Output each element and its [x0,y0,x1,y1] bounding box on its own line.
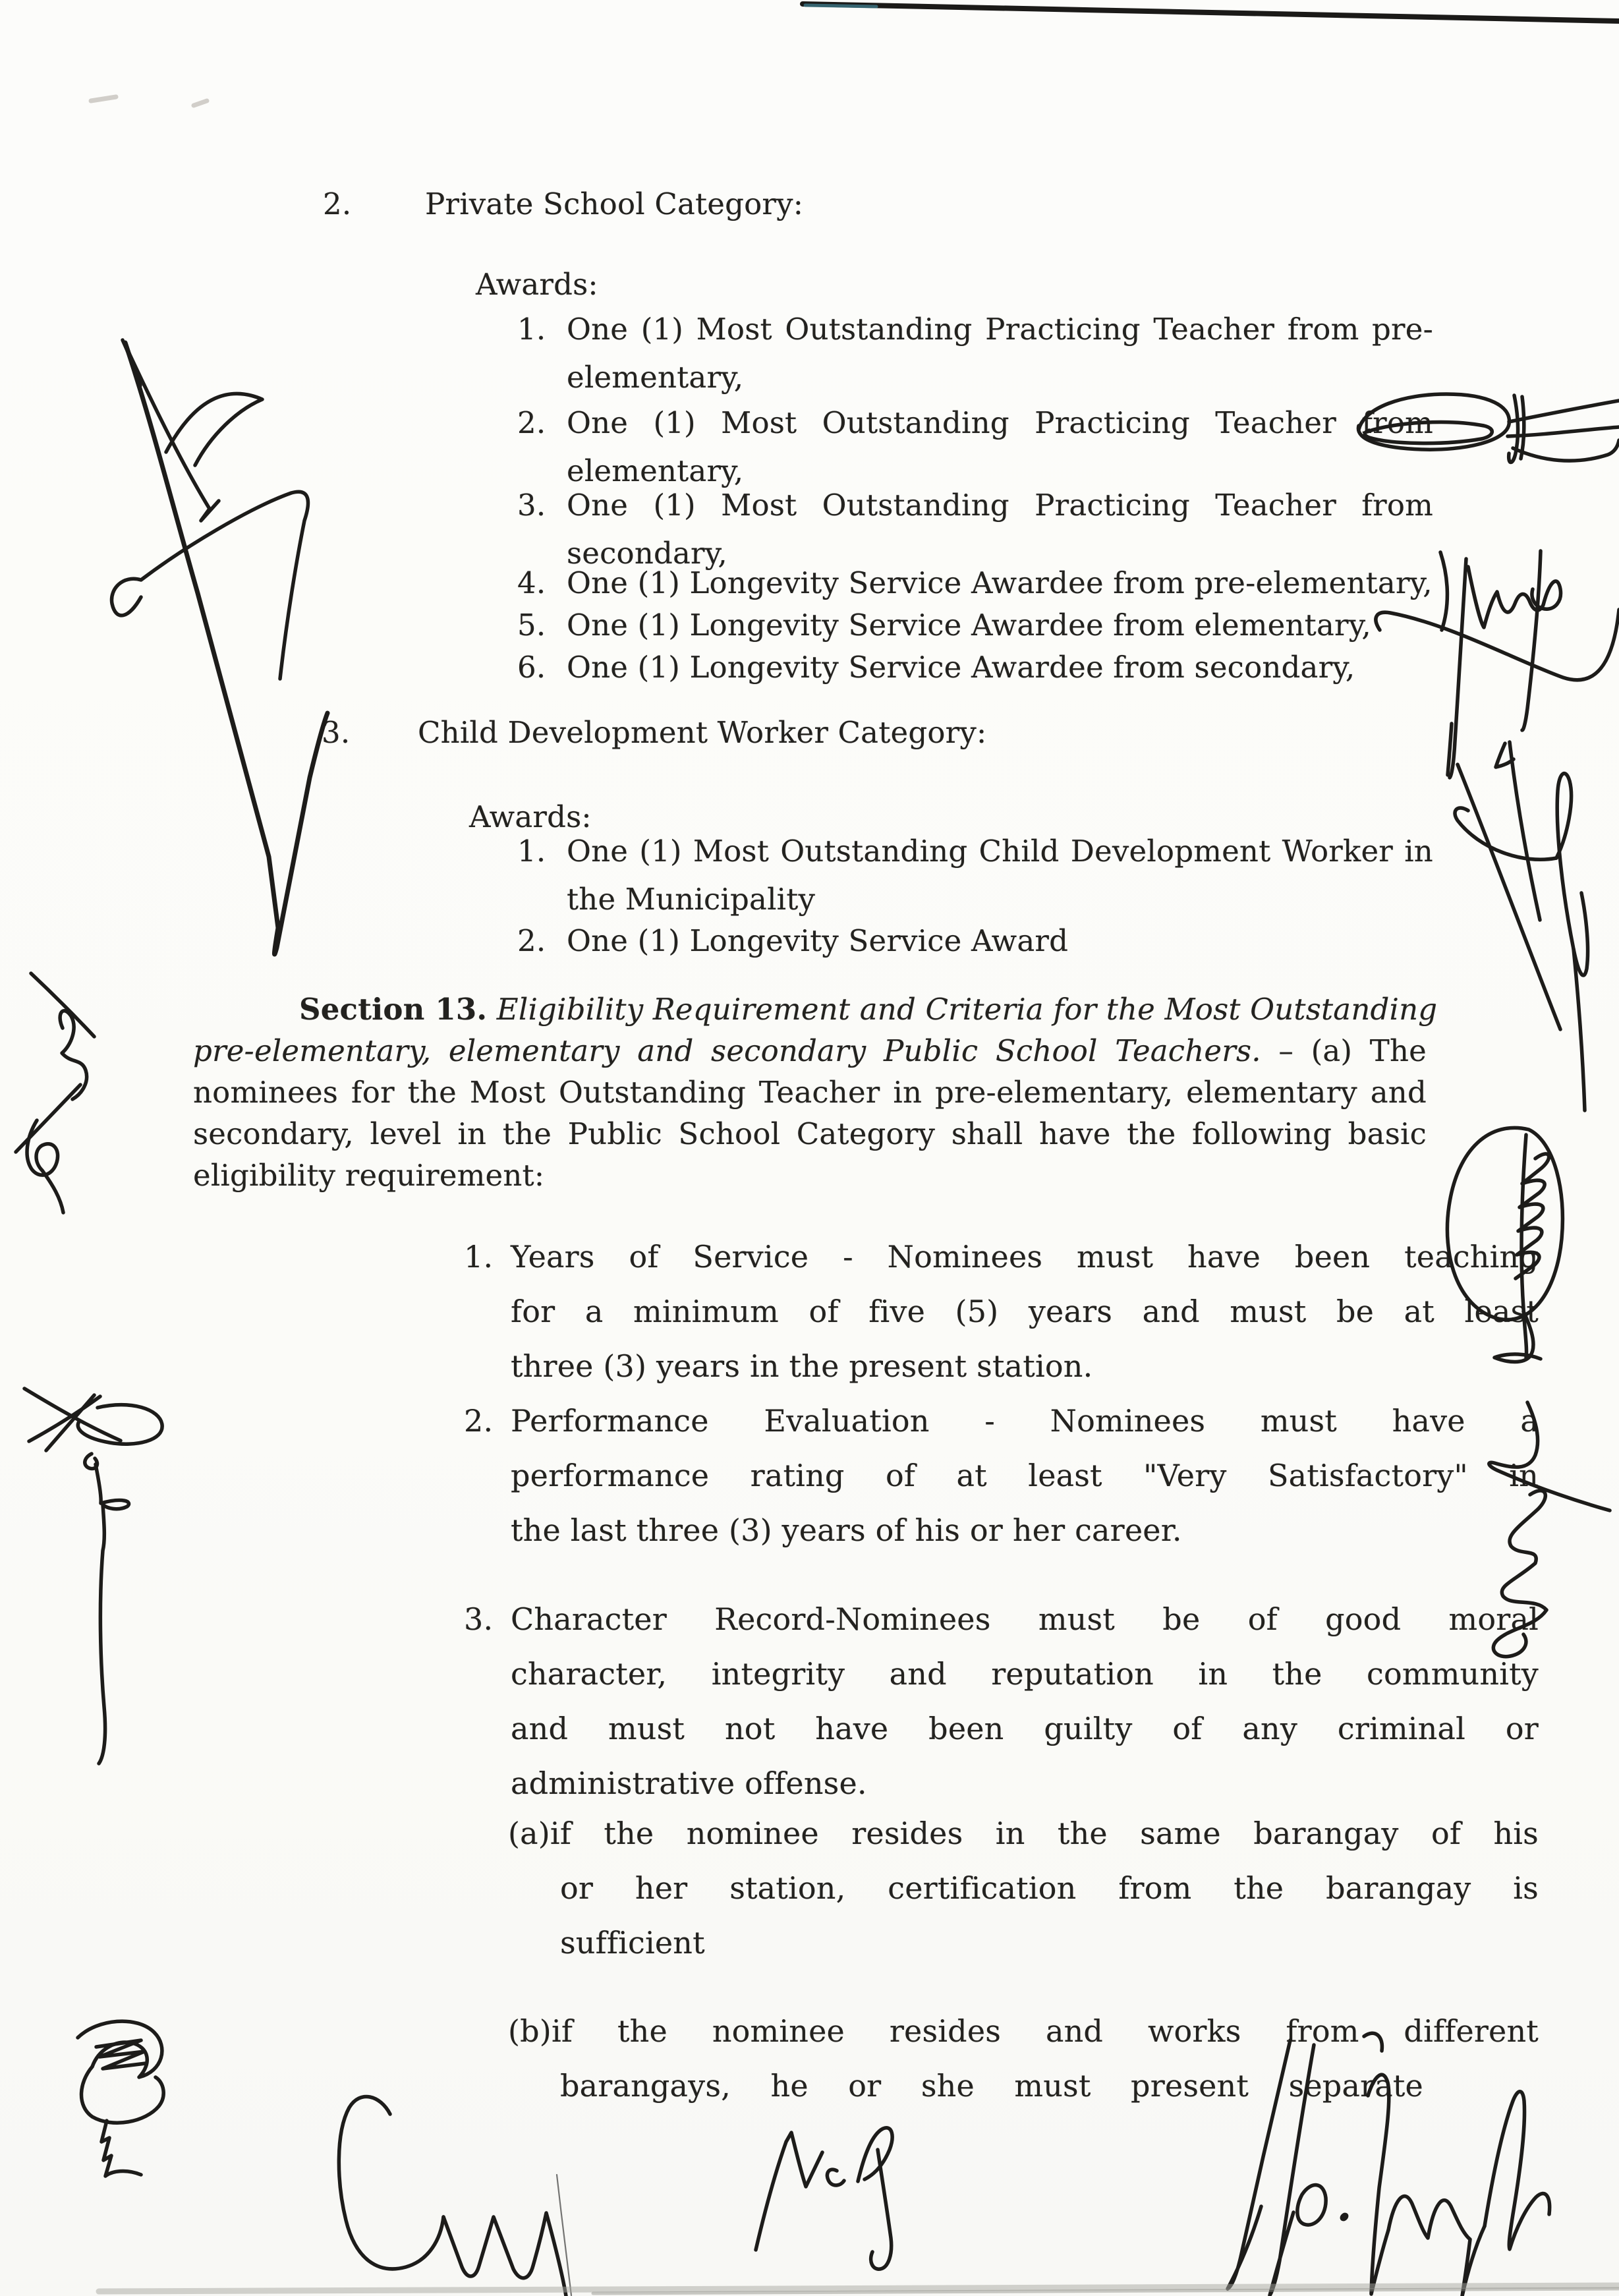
signature-bottom-center [756,2128,892,2269]
list-item-line: One (1) Longevity Service Awardee from pre-elementary, [567,565,1433,600]
list-item-line: and must not have been guilty of any criminal or [511,1711,1539,1746]
signature-right-tall-flourish [1448,724,1588,1110]
list-item-line: One (1) Most Outstanding Practicing Teacher from [567,488,1433,523]
list-item-line: performance rating of at least "Very Satisfactory" in [511,1458,1539,1493]
list-item-line: One (1) Longevity Service Awardee from elementary, [567,608,1371,643]
list-item-line: One (1) Longevity Service Award [567,923,1069,958]
sub-item-line: or her station, certification from the barangay is [560,1870,1539,1906]
scan-smudges-top-left [91,97,207,105]
list-item-line: Performance Evaluation - Nominees must have a [511,1403,1539,1439]
list-number: 4. [517,565,546,600]
list-item-line: One (1) Longevity Service Awardee from secondary, [567,650,1355,685]
list-item-line: One (1) Most Outstanding Child Development Worker in [567,834,1433,869]
list-number: 2. [464,1403,494,1439]
list-number: 3. [464,1601,494,1637]
list-item-line: the last three (3) years of his or her career. [511,1512,1182,1548]
awards-label: Awards: [476,267,598,302]
list-number: 5. [517,608,546,643]
list-number: 2. [517,923,546,958]
section-number: 3. [322,715,351,750]
list-item-line: secondary, [567,536,727,571]
paragraph-line [193,1156,544,1195]
paragraph-line [193,1073,1427,1112]
section-title: Private School Category: [425,187,804,221]
text-segment: secondary, level in the Public School Category shall have the following basic [193,1116,1427,1151]
signature-left-margin-middle [24,1389,162,1764]
list-item-line: character, integrity and reputation in the community [511,1656,1539,1692]
text-segment: nominees for the Most Outstanding Teacher in pre-elementary, elementary and [193,1075,1427,1110]
list-item-line: Character Record-Nominees must be of good moral [511,1601,1539,1637]
list-item-line: Years of Service - Nominees must have been teaching [511,1239,1539,1275]
paragraph-line [193,1031,1427,1071]
list-item-line: elementary, [567,360,744,395]
signature-bottom-left [339,2096,571,2296]
list-item-line: for a minimum of five (5) years and must be at least [511,1294,1539,1329]
scan-edge-line-top [803,4,1619,21]
list-number: 6. [517,650,546,685]
sub-item-line: (b)if the nominee resides and works from different [508,2013,1539,2049]
text-segment: Eligibility Requirement and Criteria for the Most Outstanding [487,992,1438,1027]
section-number: 2. [323,187,352,221]
list-number: 3. [517,488,546,523]
list-number: 2. [517,405,546,440]
text-segment: eligibility requirement: [193,1158,545,1193]
list-number: 1. [464,1239,494,1275]
scan-edge-band-bottom [99,2285,1619,2293]
list-item-line: administrative offense. [511,1765,867,1801]
list-number: 1. [517,834,546,869]
list-item-line: the Municipality [567,882,816,917]
text-segment: Section 13. [299,992,488,1027]
list-item-line: One (1) Most Outstanding Practicing Teacher from pre- [567,312,1433,347]
signature-left-margin-lower [78,2021,163,2176]
text-segment: pre-elementary, elementary and secondary Public School Teachers. [193,1033,1261,1068]
list-number: 1. [517,312,546,347]
sub-item-line: (a)if the nominee resides in the same barangay of his [508,1816,1539,1851]
text-segment: – (a) The [1261,1033,1427,1068]
list-item-line: three (3) years in the present station. [511,1348,1093,1384]
signature-left-large [111,340,327,954]
signature-left-margin-upper [16,973,94,1213]
paragraph-line [193,1114,1427,1154]
sub-item-line: barangays, he or she must present separate [560,2068,1423,2104]
sub-item-line: sufficient [560,1925,705,1961]
section-title: Child Development Worker Category: [418,715,987,750]
paragraph-line [299,990,1438,1029]
list-item-line: elementary, [567,453,744,488]
list-item-line: One (1) Most Outstanding Practicing Teacher from [567,405,1433,440]
awards-label: Awards: [469,799,592,834]
